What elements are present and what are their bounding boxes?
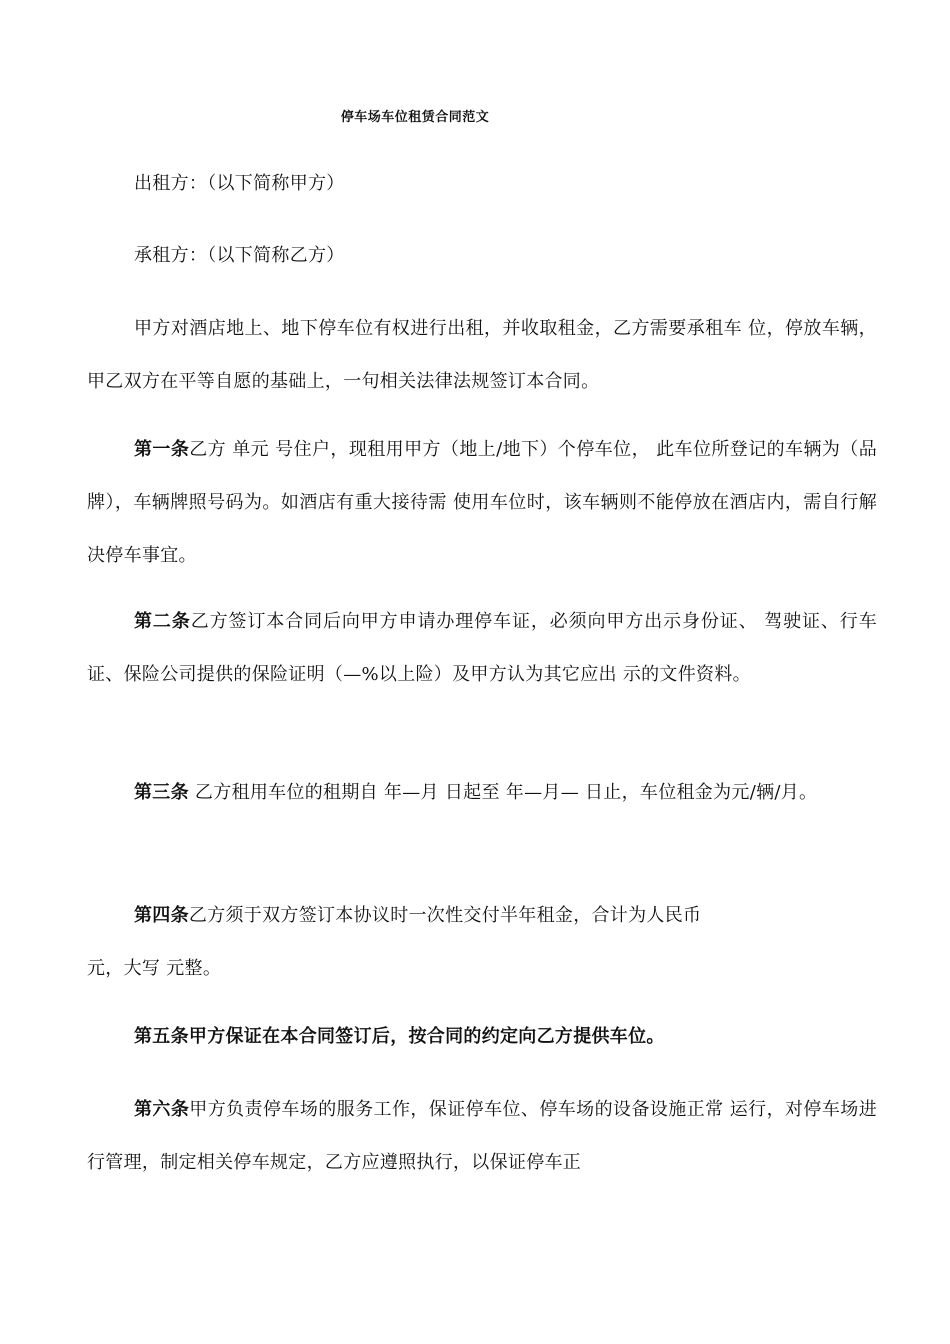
article-3 (87, 766, 877, 819)
article-1-heading: 第一条 (134, 439, 190, 460)
article-2 (87, 595, 877, 701)
article-1 (87, 423, 877, 582)
article-3-text: 乙方租用车位的租期自 年—月 日起至 年—月— 日止，车位租金为元/辆/月。 (188, 782, 818, 803)
lessor-line: 出租方：（以下简称甲方） (134, 173, 345, 194)
article-5: 第五条甲方保证在本合同签订后，按合同的约定向乙方提供车位。 (134, 1026, 665, 1047)
document-title: 停车场车位租赁合同范文 (340, 110, 490, 125)
article-4-text: 乙方须于双方签订本协议时一次性交付半年租金，合计为人民币 (188, 905, 702, 926)
article-2-heading: 第二条 (134, 611, 191, 632)
article-4-text-line2: 元，大写 元整。 (87, 958, 222, 979)
article-1-text: 乙方 单元 号住户，现租用甲方（地上/地下）个停车位， 此车位所登记的车辆为（品牌），车辆牌照号码为。如酒店有重大接待需 使用车位时，该车辆则不能停放在酒店内，需自行解决停车事宜。 (87, 439, 877, 566)
article-6 (87, 1083, 877, 1189)
lessee-line: 承租方：（以下简称乙方） (134, 245, 345, 266)
article-6-heading: 第六条 (134, 1099, 190, 1120)
preamble-paragraph: 甲方对酒店地上、地下停车位有权进行出租，并收取租金，乙方需要承租车 位，停放车辆，甲乙双方在平等自愿的基础上，一句相关法律法规签订本合同。 (87, 318, 877, 392)
article-6-text: 甲方负责停车场的服务工作，保证停车位、停车场的设备设施正常 运行，对停车场进行管理，制定相关停车规定，乙方应遵照执行，以保证停车正 (87, 1099, 877, 1173)
article-4-heading: 第四条 (134, 905, 189, 926)
article-3-heading: 第三条 (134, 782, 189, 803)
article-4 (87, 889, 877, 995)
article-2-text: 乙方签订本合同后向甲方申请办理停车证，必须向甲方出示身份证、 驾驶证、行车证、保险公司提供的保险证明（—%以上险）及甲方认为其它应出 示的文件资料。 (87, 611, 877, 685)
